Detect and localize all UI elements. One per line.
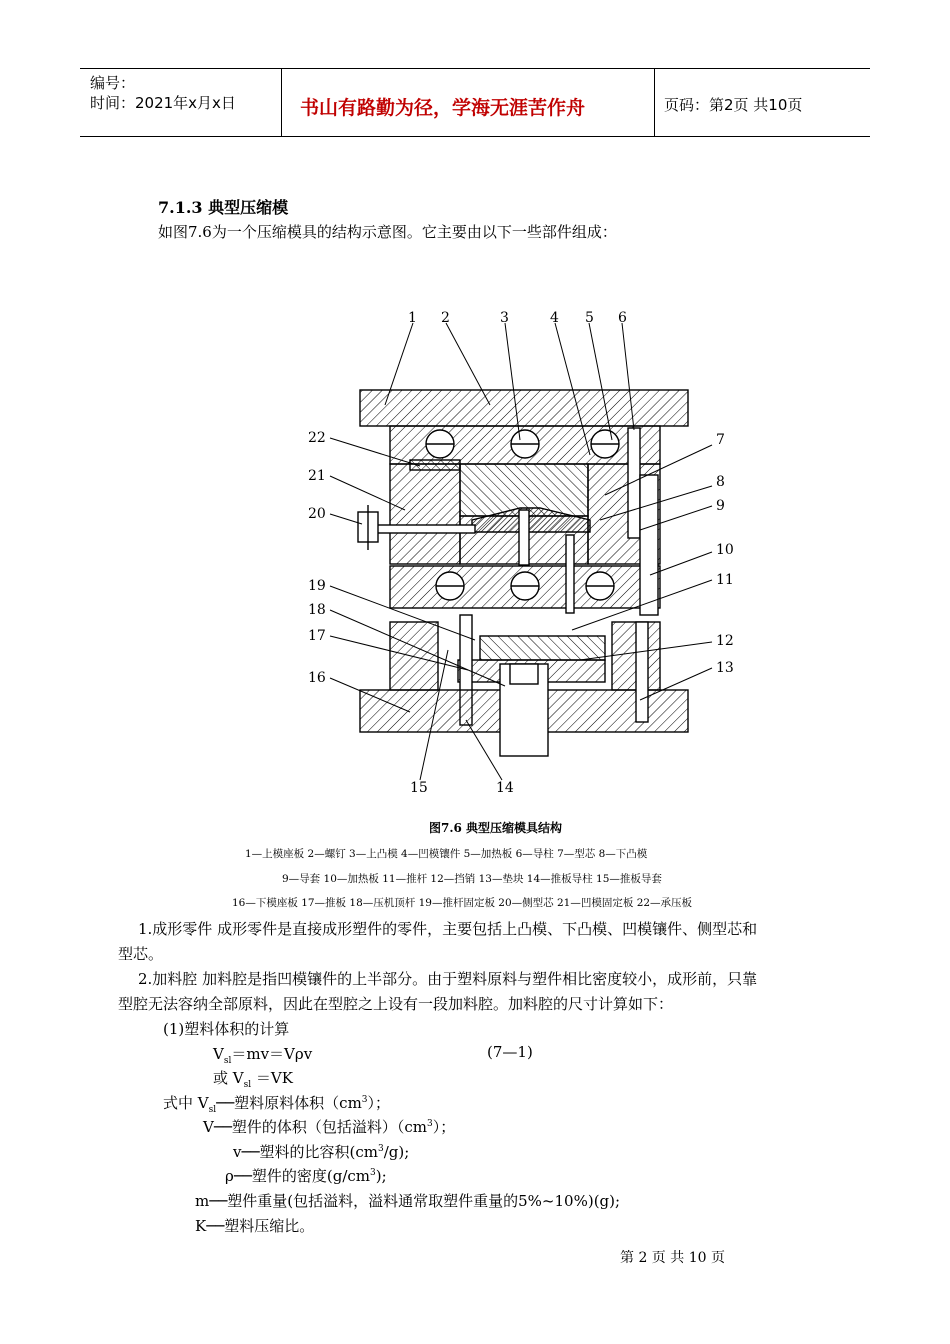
- side-core: [375, 525, 475, 533]
- callout-10: 10: [716, 542, 734, 558]
- formula-2-pre: 或 V: [213, 1069, 244, 1087]
- callout-2: 2: [441, 310, 450, 326]
- definition-vsl: [163, 1092, 390, 1115]
- definition-vsl-end: ）；: [367, 1094, 391, 1112]
- spacer-block-left: [390, 622, 438, 690]
- callout-11: 11: [716, 572, 734, 588]
- ejector-retainer-plate: [480, 636, 605, 660]
- definition-density-text: ρ──塑件的密度(g/cm: [225, 1167, 371, 1185]
- guide-bush: [640, 475, 658, 615]
- callout-22: 22: [308, 430, 326, 446]
- callout-5: 5: [585, 310, 594, 326]
- definition-v-sup: 3: [427, 1119, 433, 1129]
- cavity-retainer-left: [390, 464, 460, 564]
- definition-specific-volume-end: /g);: [383, 1143, 410, 1161]
- formula-1-sub: sl: [223, 1056, 232, 1066]
- formula-1-var: V: [213, 1045, 224, 1063]
- definition-specific-volume-sup: 3: [378, 1144, 384, 1154]
- figure-legend-line-1: 1—上模座板 2—螺钉 3—上凸模 4—凹模镶件 5—加热板 6—导柱 7—型芯 8—下凸模: [245, 848, 648, 860]
- definition-density-end: );: [375, 1167, 387, 1185]
- header-number-label: 编号：: [90, 74, 136, 92]
- callout-1: 1: [408, 310, 417, 326]
- header-page-label: 页码：第2页 共10页: [664, 96, 803, 114]
- paragraph-2-line-2: 型腔无法容纳全部原料，因此在型腔之上设有一段加料腔。加料腔的尺寸计算如下：: [118, 995, 674, 1013]
- definition-vsl-pre: 式中 V: [163, 1094, 209, 1112]
- figure-caption: 图7.6 典型压缩模具结构: [429, 821, 563, 835]
- figure-legend-line-2: 9—导套 10—加热板 11—推杆 12—挡销 13—垫块 14—推板导柱 15—推板导套: [282, 873, 662, 885]
- callout-19: 19: [308, 578, 326, 594]
- callout-9: 9: [716, 498, 725, 514]
- callout-16: 16: [308, 670, 326, 686]
- callout-8: 8: [716, 474, 725, 490]
- definition-v-end: ）；: [432, 1118, 456, 1136]
- callout-4: 4: [550, 310, 559, 326]
- section-intro: 如图7.6为一个压缩模具的结构示意图。它主要由以下一些部件组成：: [158, 223, 617, 241]
- callout-15: 15: [410, 780, 428, 796]
- ejector-pin: [566, 535, 574, 613]
- callout-12: 12: [716, 633, 734, 649]
- formula-2: [213, 1067, 293, 1090]
- callout-18: 18: [308, 602, 326, 618]
- paragraph-3: (1)塑料体积的计算: [163, 1020, 290, 1038]
- figure-legend-line-3: 16—下模座板 17—推板 18—压机顶杆 19—推杆固定板 20—侧型芯 21—凹模固定板 22—承压板: [232, 897, 693, 909]
- formula-2-sub: sl: [243, 1080, 252, 1090]
- definition-density: [225, 1165, 387, 1186]
- definition-vsl-sup: 3: [361, 1095, 368, 1105]
- definition-vsl-text: ──塑料原料体积（cm: [216, 1094, 362, 1112]
- section-title: 7.1.3 典型压缩模: [158, 198, 289, 217]
- callout-13: 13: [716, 660, 734, 676]
- top-clamping-plate: [360, 390, 688, 426]
- paragraph-1-line-1: 1.成形零件 成形零件是直接成形塑件的零件，主要包括上凸模、下凸模、凹模镶件、侧型芯和: [138, 920, 758, 938]
- formula-1-rest: ＝mv＝Vρv: [231, 1045, 313, 1063]
- definition-mass: m──塑件重量(包括溢料，溢料通常取塑件重量的5%~10%)(g);: [195, 1192, 621, 1210]
- definition-specific-volume-text: v──塑料的比容积(cm: [233, 1143, 379, 1161]
- callout-6: 6: [618, 310, 627, 326]
- callout-21: 21: [308, 468, 326, 484]
- definition-vsl-sub: sl: [208, 1105, 217, 1115]
- definition-compression-ratio: K──塑料压缩比。: [195, 1217, 315, 1235]
- callout-7: 7: [716, 432, 725, 448]
- definition-density-sup: 3: [370, 1168, 376, 1178]
- paragraph-1-line-2: 型芯。: [118, 945, 164, 963]
- formula-2-rest: ＝VK: [251, 1069, 293, 1087]
- paragraph-2-line-1: 2.加料腔 加料腔是指凹模镶件的上半部分。由于塑料原料与塑件相比密度较小，成形前，只靠: [138, 970, 758, 988]
- definition-v: [203, 1116, 455, 1137]
- header-time-label: 时间：2021年x月x日: [90, 94, 236, 112]
- definition-specific-volume: [233, 1141, 409, 1162]
- callout-3: 3: [500, 310, 509, 326]
- footer-page-number: 第 2 页 共 10 页: [620, 1250, 725, 1266]
- callout-14: 14: [496, 780, 514, 796]
- formula-1: [213, 1043, 312, 1066]
- definition-v-text: V──塑件的体积（包括溢料）（cm: [203, 1118, 428, 1136]
- callout-17: 17: [308, 628, 326, 644]
- header-motto: 书山有路勤为径，学海无涯苦作舟: [300, 97, 586, 119]
- callout-20: 20: [308, 506, 326, 522]
- formula-1-number: (7—1): [487, 1043, 533, 1061]
